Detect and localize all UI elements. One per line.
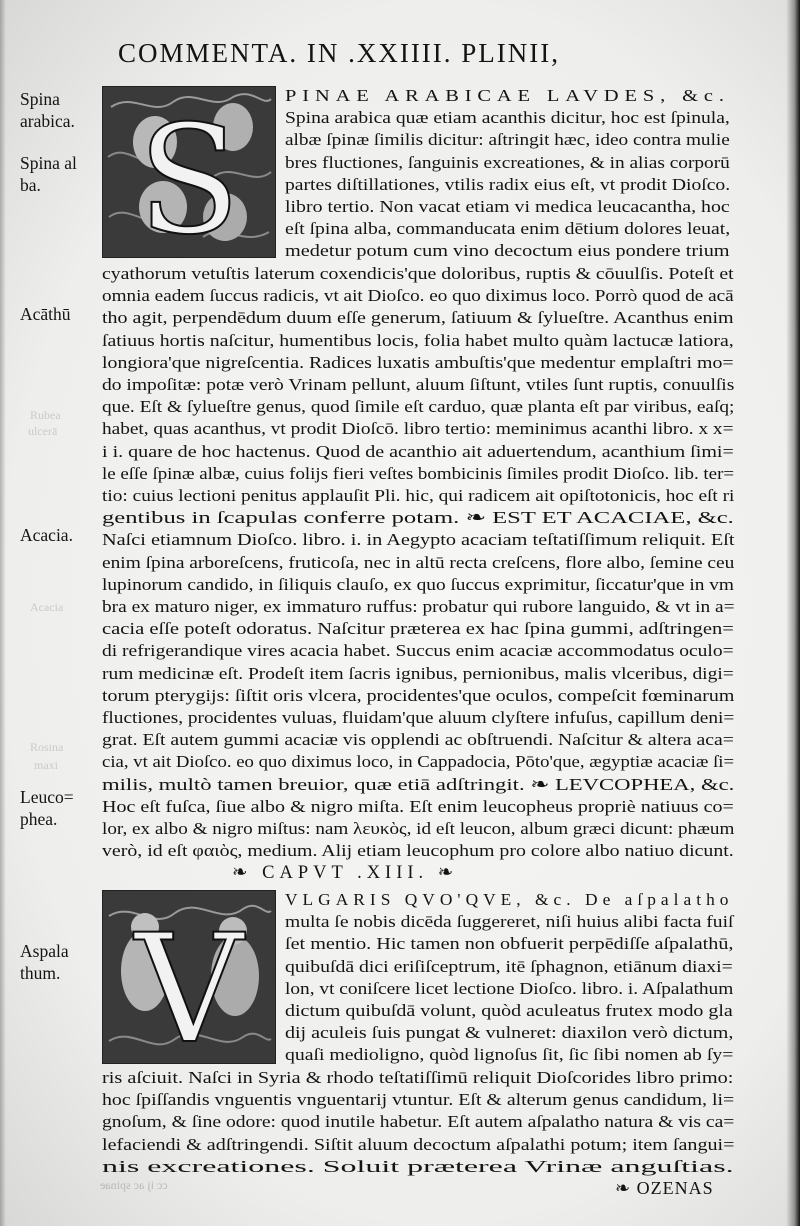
text-line: gnoſum, & ſine odore: quod inutile habetur. Eſt autem aſpalatho natura & vis ca= — [102, 1112, 735, 1132]
text-line: lupinorum candido, in ſiliquis clauſo, ex quo ſuccus exprimitur, ſiccatur'que in vm — [102, 574, 734, 594]
text-line: lor, ex albo & nigro miſtus: nam λευκὸς, id eſt leucon, album græci dicunt: phæum — [102, 819, 735, 838]
page-right-edge-shadow — [786, 0, 800, 1226]
text-line: tho agit, perpendēdum duum eſſe generum, ſatiuum & ſylueſtre. Acanthus enim — [102, 308, 734, 328]
text-line: VLGARIS QVO'QVE, &c. De aſpalatho — [285, 890, 734, 909]
show-through-text: Acacia — [30, 600, 64, 614]
decorated-initial-s — [102, 86, 276, 258]
text-line: rum medicinæ eſt. Prodeſt item ſacris ignibus, pernionibus, malis vlceribus, digi= — [102, 663, 734, 683]
text-line: libro tertio. Non vacat etiam vi medica leucacantha, hoc — [285, 197, 730, 216]
page-left-edge-shadow — [0, 0, 6, 1226]
chapter-heading: ❧ CAPVT .XIII. ❧ — [232, 863, 459, 883]
text-line: i i. quare de hoc hactenus. Quod de acanthio ait aduertendum, acanthium ſimi= — [102, 441, 734, 461]
text-line: longiora'que nigreſcentia. Radices luxatis ambuſtis'que medentur emplaſtri mo= — [102, 352, 734, 372]
text-line: do impoſitæ: potæ verò Vrinam pellunt, aluum ſiſtunt, vtiles ſunt ruptis, conuulſis — [102, 375, 735, 394]
text-line: dictum quibuſdā volunt, quòd aculeatus frutex modo gla — [285, 1001, 733, 1020]
running-header: COMMENTA. IN .XXIIII. PLINII, — [118, 38, 561, 68]
text-line: cia, vt ait Dioſco. eo quo diximus loco, in Cappadocia, Pōto'que, ægyptiæ acaciæ ſi= — [102, 752, 735, 772]
text-line: medetur potum cum vino decoctum eius pondere trium — [285, 241, 730, 261]
text-line: milis, multò tamen breuior, quæ etiā adſtringit. ❧ LEVCOPHEA, &c. — [102, 774, 735, 794]
show-through-text: Rubea — [30, 408, 61, 422]
text-line: quibuſdā dici eriſiſceptrum, itē ſphagnon, etiānum diaxi= — [285, 956, 733, 976]
initial-letter: V — [134, 903, 244, 1063]
text-line: verò, id eſt φαιὸς, medium. Alij etiam leucophum pro colore albo natiuo dicunt. — [102, 841, 734, 861]
show-through-text: maxi — [34, 758, 58, 772]
text-line: ris aſciuit. Naſci in Syria & rhodo teſtatiſſimū reliquit Dioſcorides libro primo: — [102, 1068, 734, 1087]
margin-note-spina-arabica: Spina arabica. — [20, 89, 75, 131]
text-line: Spina arabica quæ etiam acanthis dicitur, hoc est ſpinula, — [285, 108, 730, 128]
text-line: di refrigerandique vires acacia habet. Succus enim acaciæ accommodatus oculo= — [102, 641, 734, 661]
text-line: PINAE ARABICAE LAVDES, &c. — [285, 86, 730, 105]
text-line: bres fluctiones, ſanguinis excreationes, & in alias corporū — [285, 152, 730, 172]
text-line: bra ex maturo niger, ex immaturo ruffus: probatur qui rubore languido, & vt in a= — [102, 597, 735, 616]
initial-letter: S — [137, 94, 241, 257]
text-line: fluctiones, procidentes vuluas, fluidam'que aluum clyſtere infuſus, capillum deni= — [102, 708, 735, 727]
margin-note-leucophea: Leuco= phea. — [20, 787, 74, 829]
text-line: cyathorum vetuſtis laterum coxendicis'que doloribus, ruptis & cōuulſis. Poteſt et — [102, 264, 734, 283]
text-line: tio: cuius lectioni penitus applauſit Pli. hic, qui radicem ait opiſtotonicis, hoc eſt ri — [102, 486, 735, 505]
text-line: ſatiuus hortis naſcitur, humentibus locis, folia habet multo quàm lactucæ latiora, — [102, 330, 734, 350]
text-line: enim ſpina arboreſcens, fruticoſa, nec in altū recta creſcens, flore albo, ſemine ceu — [102, 552, 735, 572]
text-line: habet, quas acanthus, vt prodit Dioſcō. libro tertio: meminimus acanthi libro. x x= — [102, 419, 734, 439]
decorated-initial-v — [102, 890, 276, 1064]
text-line: dij aculeis ſuis pungat & vulneret: diaxilon verò dictum, — [285, 1023, 734, 1043]
text-line: hoc ſpiſſandis vnguentis vnguentarij vtuntur. Eſt & alterum genus candidum, li= — [102, 1090, 735, 1110]
margin-note-acanthum: Acāthū — [20, 304, 71, 324]
text-line: grat. Eſt autem gummi acaciæ vis opplendi ac obſtruendi. Naſcitur & altera aca= — [102, 730, 734, 750]
text-line: Hoc eſt fuſca, ſiue albo & nigro miſta. Eſt enim leucopheus propriè natiuus co= — [102, 796, 734, 816]
text-line: que. Eſt & ſylueſtre genus, quod ſimile eſt carduo, quæ planta eſt par viribus, eaſq; — [102, 397, 735, 417]
text-line: Naſci etiamnum Dioſco. libro. i. in Aegypto acaciam teſtatiſſimum reliquit. Eſt — [102, 530, 735, 550]
text-line: quaſi medioligno, quòd lignoſus ſit, ſic ſibi nomen ab ſy= — [285, 1045, 734, 1065]
margin-note-aspalathum: Aspala thum. — [20, 941, 69, 983]
show-through-text: Rosina — [30, 740, 64, 754]
text-line: lon, vt coniſcere licet lectione Dioſco. libro. i. Aſpalathum — [285, 978, 734, 998]
catchword: ❧ OZENAS — [615, 1178, 714, 1198]
text-line: albæ ſpinæ ſimilis dicitur: aſtringit hæc, ideo contra mulie — [285, 130, 730, 150]
show-through-text: ulcerā — [28, 424, 58, 438]
text-line: le eſſe ſpinæ albæ, cuius folijs fieri veſtes bombicinis ſimiles prodit Dioſco. lib. ter= — [102, 463, 735, 483]
text-line: torum pterygijs: ſiſtit oris vlcera, procidentes'que oculos, compeſcit fœminarum — [102, 685, 735, 705]
margin-note-spina-alba: Spina al ba. — [20, 153, 77, 195]
text-line: gentibus in ſcapulas conferre potam. ❧ EST ET ACACIAE, &c. — [102, 508, 734, 528]
text-line: lefaciendi & adſtringendi. Siſtit aluum decoctum aſpalathi potum; item ſangui= — [102, 1134, 735, 1154]
margin-note-acacia: Acacia. — [20, 525, 73, 545]
text-line: partes diſtillationes, vtilis radix eius eſt, vt prodit Dioſco. — [285, 174, 731, 194]
text-line: multa ſe nobis dicēda ſuggereret, niſi huius alibi facta fuiſ — [285, 912, 734, 932]
text-line: cacia eſſe poteſt odoratus. Naſcitur præterea ex hac ſpina gummi, adſtringen= — [102, 619, 734, 639]
mirrored-show-through: cc ij ac spinae — [100, 1178, 168, 1192]
text-line: omnia eadem ſuccus radicis, vt ait Dioſco. eo quo diximus loco. Porrò quod de acā — [102, 286, 734, 306]
text-line: eſt ſpina alba, commanducata enim dētium dolores leuat, — [285, 219, 731, 239]
text-line: ſet mentio. Hic tamen non obfuerit perpēdiſſe aſpalathū, — [285, 934, 734, 954]
text-line: nis excreationes. Soluit præterea Vrinæ anguſtias. — [102, 1156, 734, 1176]
